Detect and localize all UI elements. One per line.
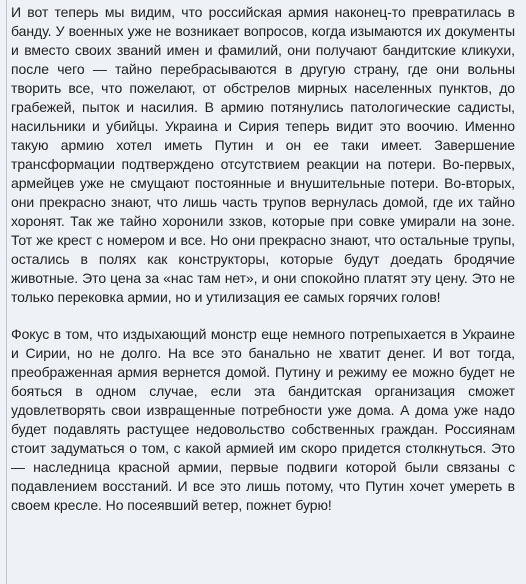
left-divider (6, 0, 7, 584)
paragraph-2: Фокус в том, что издыхающий монстр еще немного потрепыхается в Украине и Сирии, но не долго. На все это банально не хватит денег. И вот тогда, преображенная армия вернется домой. Путину и режиму ее можно будет не бояться в одном случае, если эта бандитская организация сможет удовлетворять свои извращенные потребности уже дома. А дома уже надо будет подавлять растущее недовольство собственных граждан. Россиянам стоит задуматься о том, с какой армией им скоро придется столкнуться. Это — наследница красной армии, первые подвиги которой были связаны с подавлением восстаний. И все это лишь потому, что Путин хочет умереть в своем кресле. Но посеявший ветер, пожнет бурю! (11, 326, 515, 513)
paragraph-1: И вот теперь мы видим, что российская армия наконец-то превратилась в банду. У военных уже не возникает вопросов, когда изымаются их документы и вместо своих званий имен и фамилий, они получают бандитские кликухи, после чего — тайно перебрасываются в другую страну, где они вольны творить все, что пожелают, от обстрелов мирных населенных пунктов, до грабежей, пыток и насилия. В армию потянулись патологические садисты, насильники и убийцы. Украина и Сирия теперь видит это воочию. Именно такую армию хотел иметь Путин и он ее таки имеет. Завершение трансформации подтверждено отсутствием реакции на потери. Во-первых, армейцев уже не смущают постоянные и внушительные потери. Во-вторых, они прекрасно знают, что лишь часть трупов вернулась домой, где их тайно хоронят. Так же тайно хоронили ззков, которые при совке умирали на зоне. Тот же крест с номером и все. Но они прекрасно знают, что остальные трупы, остались в полях как конструкторы, которые будут доедать бродячие животные. Это цена за «нас там нет», и они спокойно платят эту цену. Это не только перековка армии, но и утилизация ее самых горячих голов! (11, 4, 515, 305)
article-text (11, 3, 515, 515)
